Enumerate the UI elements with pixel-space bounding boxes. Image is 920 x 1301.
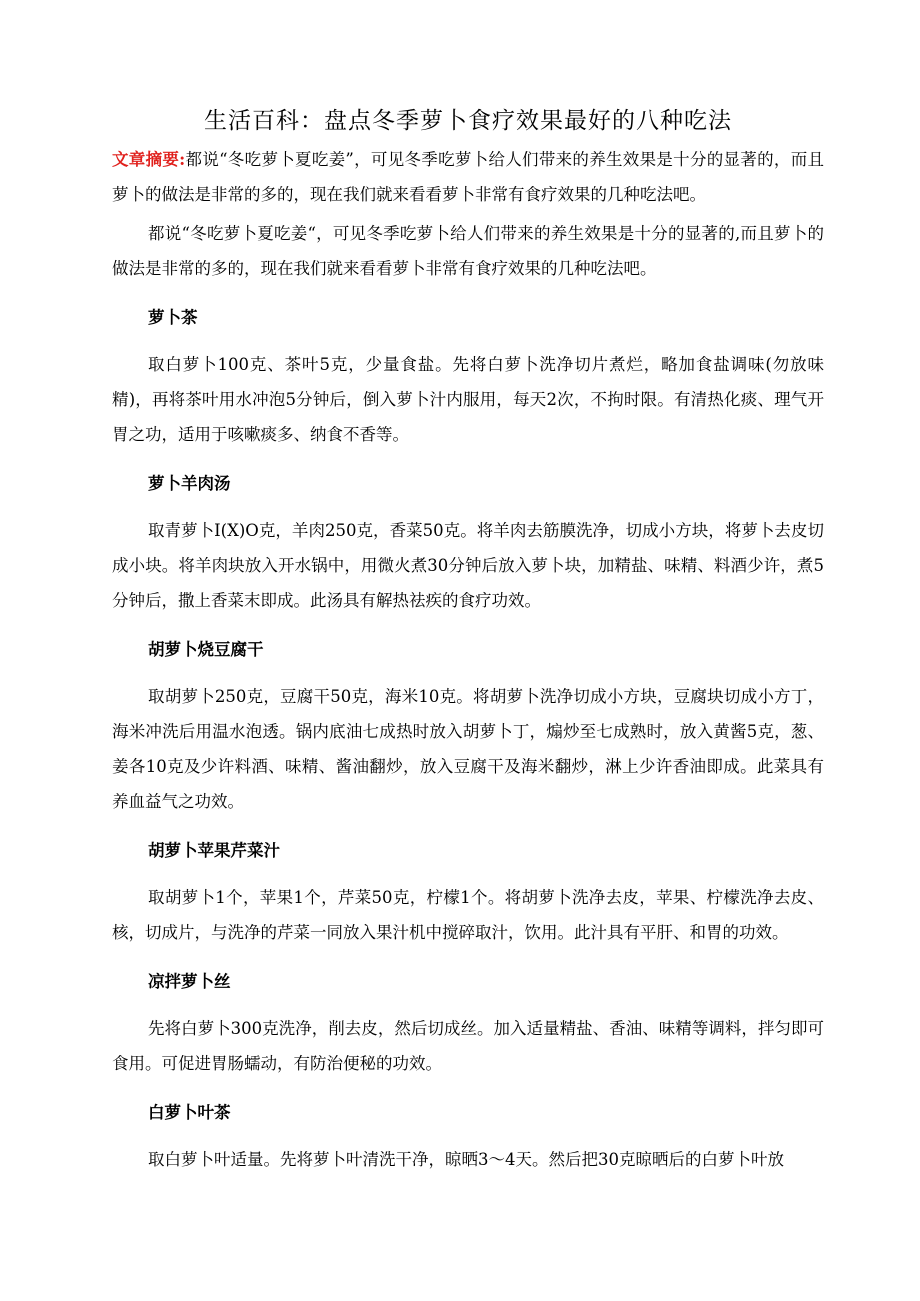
abstract [112,142,824,212]
section-body: 取胡萝卜250克，豆腐干50克，海米10克。将胡萝卜洗净切成小方块，豆腐块切成小方丁，海米冲洗后用温水泡透。锅内底油七成热时放入胡萝卜丁，煽炒至七成熟时，放入黄酱5克，葱、姜各10克及少许料酒、味精、酱油翻炒，放入豆腐干及海米翻炒，淋上少许香油即成。此菜具有养血益气之功效。 [112,687,824,811]
section-胡萝卜苹果芹菜汁 [112,833,824,950]
section-萝卜茶 [112,300,824,452]
intro-paragraph: 都说“冬吃萝卜夏吃姜“，可见冬季吃萝卜给人们带来的养生效果是十分的显著的,而且萝卜的做法是非常的多的，现在我们就来看看萝卜非常有食疗效果的几种吃法吧。 [112,224,824,278]
section-body: 取白萝卜100克、茶叶5克，少量食盐。先将白萝卜洗净切片煮烂，略加食盐调味(勿放味精)，再将茶叶用水冲泡5分钟后，倒入萝卜汁内服用，每天2次，不拘时限。有清热化痰、理气开胃之功，适用于咳嗽痰多、纳食不香等。 [112,355,824,444]
page-title: 生活百科：盘点冬季萝卜食疗效果最好的八种吃法 [204,108,732,134]
section-萝卜羊肉汤 [112,466,824,618]
section-heading: 凉拌萝卜丝 [148,972,231,991]
section-heading: 白萝卜叶茶 [148,1103,231,1122]
document-page [112,104,824,1179]
section-胡萝卜烧豆腐干 [112,632,824,819]
section-heading: 萝卜茶 [148,308,198,327]
section-凉拌萝卜丝 [112,964,824,1081]
section-白萝卜叶茶 [112,1095,824,1177]
abstract-label: 文章摘要: [112,150,186,169]
section-body: 取胡萝卜1个，苹果1个，芹菜50克，柠檬1个。将胡萝卜洗净去皮，苹果、柠檬洗净去皮、核，切成片，与洗净的芹菜一同放入果汁机中搅碎取汁，饮用。此汁具有平肝、和胃的功效。 [112,888,824,942]
section-heading: 胡萝卜烧豆腐干 [148,640,264,659]
section-body: 取白萝卜叶适量。先将萝卜叶清洗干净，晾晒3～4天。然后把30克晾晒后的白萝卜叶放 [148,1150,784,1169]
section-body: 先将白萝卜300克洗净，削去皮，然后切成丝。加入适量精盐、香油、味精等调料，拌匀即可食用。可促进胃肠蠕动，有防治便秘的功效。 [112,1019,824,1073]
section-heading: 胡萝卜苹果芹菜汁 [148,841,280,860]
section-heading: 萝卜羊肉汤 [148,474,231,493]
section-body: 取青萝卜I(X)O克，羊肉250克，香菜50克。将羊肉去筋膜洗净，切成小方块，将萝卜去皮切成小块。将羊肉块放入开水锅中，用微火煮30分钟后放入萝卜块，加精盐、味精、料酒少许，煮5分钟后，撒上香菜末即成。此汤具有解热祛疾的食疗功效。 [112,521,824,610]
abstract-text: 都说“冬吃萝卜夏吃姜”，可见冬季吃萝卜给人们带来的养生效果是十分的显著的，而且萝卜的做法是非常的多的，现在我们就来看看萝卜非常有食疗效果的几种吃法吧。 [112,150,825,204]
